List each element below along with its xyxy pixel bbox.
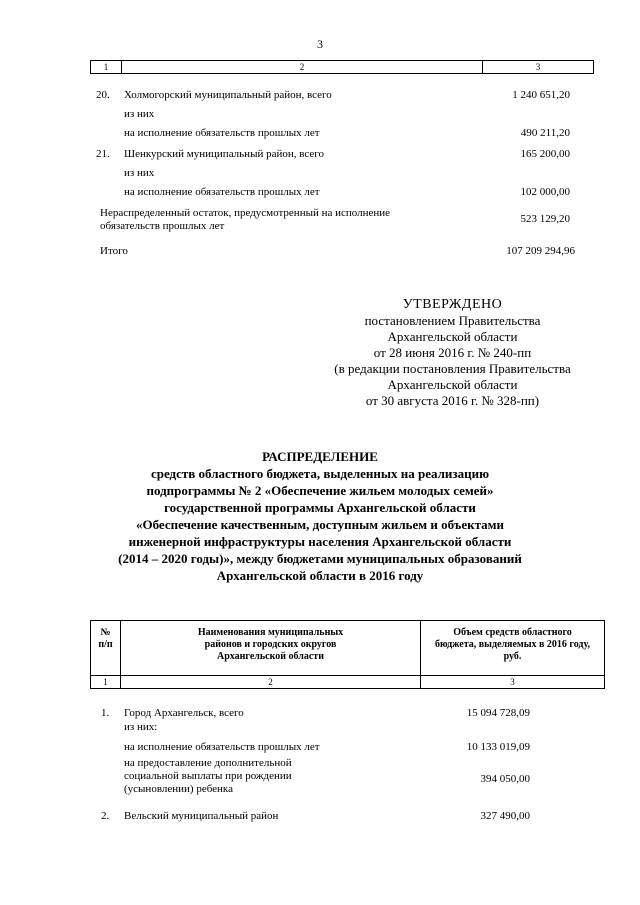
- row-name: Вельский муниципальный район: [124, 810, 279, 822]
- row-number: 21.: [96, 148, 110, 160]
- remainder-amount: 523 129,20: [520, 213, 570, 225]
- row-name: на исполнение обязательств прошлых лет: [124, 127, 320, 139]
- title-line: средств областного бюджета, выделенных на реализацию: [150, 466, 490, 481]
- approval-line: от 30 августа 2016 г. № 328-пп): [365, 393, 540, 408]
- total-amount: 107 209 294,96: [506, 245, 575, 257]
- top-table-column-numbers: [90, 60, 594, 74]
- row-amount: 165 200,00: [520, 148, 570, 160]
- row-name: на исполнение обязательств прошлых лет: [124, 741, 320, 753]
- row-amount: 327 490,00: [480, 810, 530, 822]
- row-number: 2.: [101, 810, 110, 822]
- row-amount: 15 094 728,09: [466, 707, 530, 719]
- row-amount: 1 240 651,20: [512, 89, 570, 101]
- row-amount: 490 211,20: [520, 127, 570, 139]
- title-line: государственной программы Архангельской области: [164, 500, 476, 515]
- row-number: 1.: [101, 707, 110, 719]
- row-name: Холмогорский муниципальный район, всего: [124, 89, 332, 101]
- title-heading: РАСПРЕДЕЛЕНИЕ: [262, 449, 378, 464]
- document-title: [70, 448, 570, 584]
- row-name: из них: [124, 108, 155, 120]
- row-name: на предоставление дополнительной социальной выплаты при рождении (усыновлении) ребенка: [124, 757, 292, 795]
- column-number: 3: [535, 62, 541, 72]
- row-amount: 10 133 019,09: [466, 741, 530, 753]
- title-line: «Обеспечение качественным, доступным жильем и объектами: [135, 517, 505, 532]
- row-number: 20.: [96, 89, 110, 101]
- header-district-name: Наименования муниципальных районов и городских округов Архангельской области: [121, 621, 421, 675]
- title-line: инженерной инфраструктуры населения Архангельской области: [128, 534, 512, 549]
- row-name: из них:: [124, 721, 158, 733]
- approval-block: [300, 297, 605, 409]
- main-table-header: [90, 620, 605, 689]
- remainder-label-line-1: Нераспределенный остаток, предусмотренный на исполнение: [100, 207, 391, 219]
- title-line: (2014 – 2020 годы)», между бюджетами муниципальных образований: [118, 551, 522, 566]
- remainder-label-line-2: обязательств прошлых лет: [100, 220, 225, 232]
- header-budget-amount: Объем средств областного бюджета, выделяемых в 2016 году, руб.: [435, 627, 590, 662]
- column-number: 1: [91, 61, 122, 73]
- row-name: Шенкурский муниципальный район, всего: [124, 148, 325, 160]
- row-amount: 394 050,00: [480, 773, 530, 785]
- approval-heading: УТВЕРЖДЕНО: [402, 297, 503, 312]
- title-line: подпрограммы № 2 «Обеспечение жильем молодых семей»: [146, 483, 494, 498]
- approval-line: от 28 июня 2016 г. № 240-пп: [373, 345, 532, 360]
- header-row-number: № п/п: [91, 621, 121, 675]
- approval-line: постановлением Правительства: [364, 313, 541, 328]
- column-number: 2: [121, 676, 421, 688]
- approval-line: Архангельской области: [387, 377, 518, 392]
- page-number: 3: [317, 37, 323, 51]
- row-amount: 102 000,00: [520, 186, 570, 198]
- total-label: Итого: [100, 245, 128, 257]
- row-name: на исполнение обязательств прошлых лет: [124, 186, 320, 198]
- column-number: 2: [122, 61, 483, 73]
- column-number: 3: [510, 677, 515, 687]
- column-number: 1: [91, 676, 121, 688]
- approval-line: Архангельской области: [387, 329, 518, 344]
- approval-line: (в редакции постановления Правительства: [334, 361, 571, 376]
- row-name: из них: [124, 167, 155, 179]
- row-name: Город Архангельск, всего: [124, 707, 244, 719]
- title-line: Архангельской области в 2016 году: [216, 568, 424, 583]
